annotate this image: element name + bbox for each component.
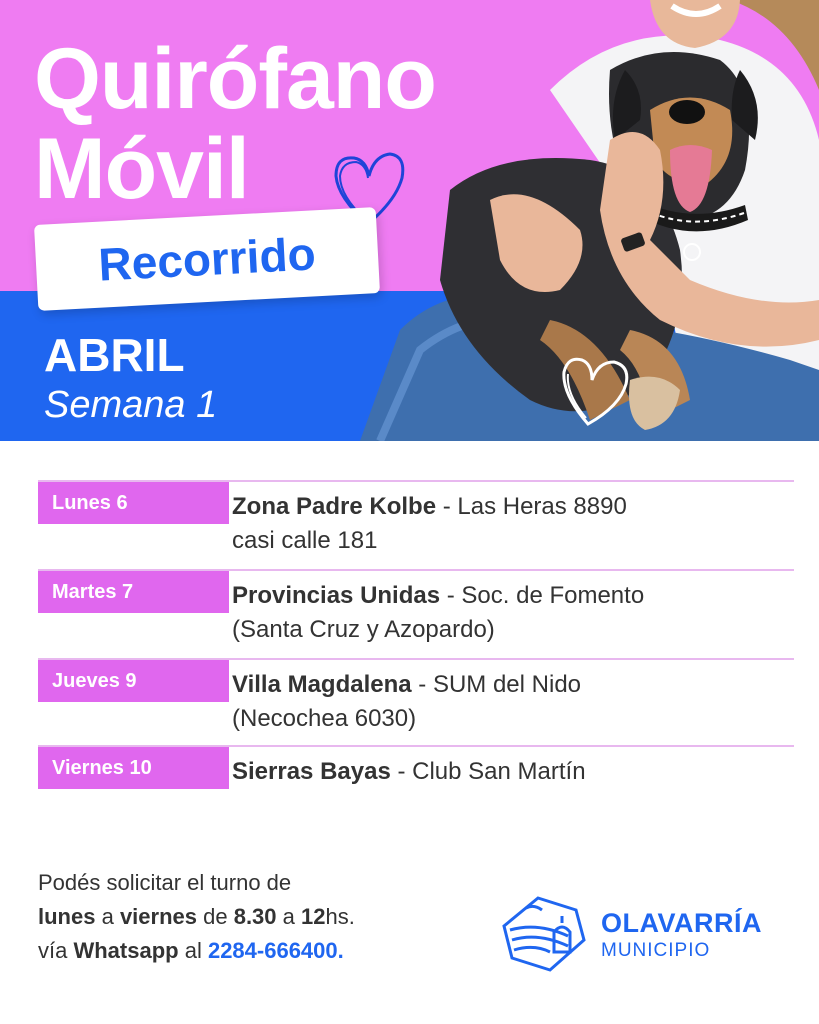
location-detail: - Las Heras 8890 bbox=[436, 493, 627, 520]
location-text bbox=[232, 668, 792, 736]
month-label: ABRIL bbox=[44, 329, 185, 381]
schedule-row bbox=[38, 480, 794, 554]
location-text bbox=[232, 490, 792, 558]
time-from: 8.30 bbox=[233, 904, 277, 929]
schedule-row bbox=[38, 569, 794, 643]
days-from: lunes bbox=[38, 904, 96, 929]
hours-suffix: hs. bbox=[325, 904, 355, 929]
phone-number[interactable]: 2284-666400. bbox=[207, 938, 344, 963]
day-badge: Jueves 9 bbox=[38, 660, 229, 702]
location-detail: - SUM del Nido bbox=[411, 671, 582, 698]
week-label: Semana 1 bbox=[44, 384, 218, 426]
olavarria-emblem-icon bbox=[498, 892, 590, 974]
location-name: Sierras Bayas bbox=[232, 758, 391, 785]
title-line-1: Quirófano bbox=[34, 31, 436, 127]
day-badge: Lunes 6 bbox=[38, 482, 229, 524]
channel-name: Whatsapp bbox=[73, 938, 179, 963]
connector-text: al bbox=[178, 938, 208, 963]
location-detail: - Soc. de Fomento bbox=[440, 582, 645, 609]
tag-label: Recorrido bbox=[97, 227, 317, 291]
booking-line-1: Podés solicitar el turno de bbox=[38, 870, 292, 895]
location-detail-2: (Necochea 6030) bbox=[232, 705, 417, 732]
location-detail: - Club San Martín bbox=[390, 758, 586, 785]
day-badge: Martes 7 bbox=[38, 571, 229, 613]
tag-recorrido bbox=[34, 207, 380, 311]
location-detail-2: casi calle 181 bbox=[232, 527, 378, 554]
location-name: Zona Padre Kolbe bbox=[232, 493, 437, 520]
day-badge: Viernes 10 bbox=[38, 747, 229, 789]
location-text bbox=[232, 579, 792, 647]
location-name: Provincias Unidas bbox=[232, 582, 441, 609]
connector-text: a bbox=[276, 904, 301, 929]
hero-banner bbox=[0, 0, 819, 441]
location-text bbox=[232, 755, 792, 789]
schedule-row bbox=[38, 658, 794, 732]
connector-text: a bbox=[95, 904, 120, 929]
heart-outline-icon bbox=[558, 350, 634, 430]
booking-info bbox=[38, 866, 355, 968]
municipio-logo bbox=[498, 890, 798, 976]
title-line-2: Móvil bbox=[34, 121, 249, 217]
location-detail-2: (Santa Cruz y Azopardo) bbox=[232, 616, 495, 643]
location-name: Villa Magdalena bbox=[232, 671, 412, 698]
connector-text: vía bbox=[38, 938, 74, 963]
days-to: viernes bbox=[119, 904, 197, 929]
logo-name: OLAVARRÍA bbox=[601, 908, 762, 938]
connector-text: de bbox=[197, 904, 234, 929]
time-to: 12 bbox=[301, 904, 326, 929]
schedule-row bbox=[38, 745, 794, 785]
logo-subtitle: MUNICIPIO bbox=[601, 940, 711, 961]
